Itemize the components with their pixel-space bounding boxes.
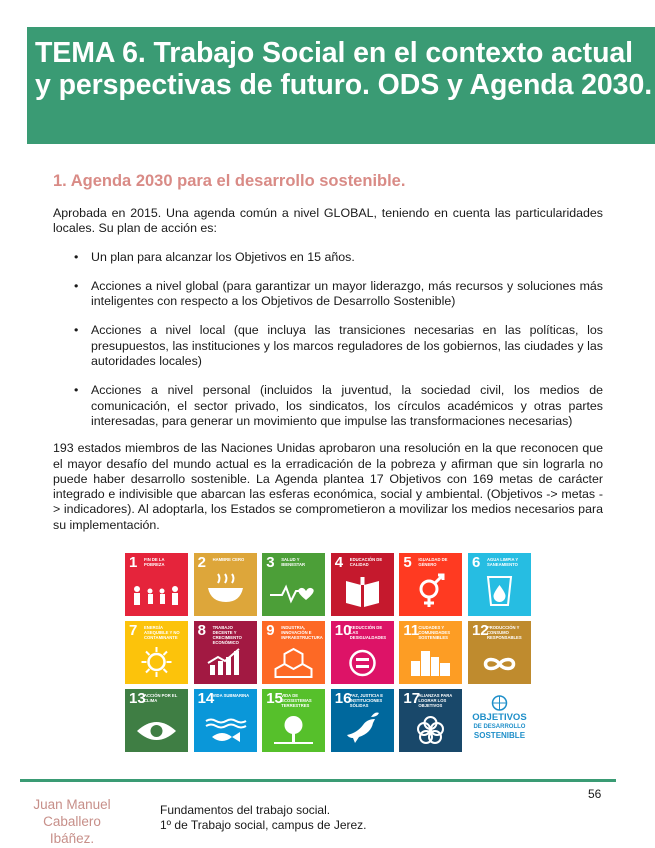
sdg-number: 12	[471, 622, 489, 639]
eye-globe-icon	[125, 689, 188, 752]
sdg-tile-14	[194, 689, 257, 752]
list-item: • Acciones a nivel global (para garantizar un mayor liderazgo, más recursos y soluciones más inteligentes con respecto a los Objetivos de Desarrollo Sostenible)	[91, 279, 603, 310]
sdg-number: 13	[129, 690, 146, 707]
sun-icon	[125, 621, 188, 684]
tree-icon	[262, 689, 325, 752]
list-item: • Acciones a nivel local (que incluya las transiciones necesarias en las políticas, los presupuestos, las instituciones y los marcos reguladores de los gobiernos, las ciudades y las autoridades locales)	[91, 323, 603, 369]
sdg-number: 14	[197, 690, 215, 707]
sdg-number: 15	[266, 690, 283, 707]
sdg-number: 9	[266, 622, 275, 639]
sdg-logo-line1: OBJETIVOS	[472, 712, 527, 723]
city-icon	[399, 621, 462, 684]
section-title: 1. Agenda 2030 para el desarrollo sostenible.	[53, 172, 406, 190]
chapter-title: TEMA 6. Trabajo Social en el contexto actual y perspectivas de futuro. ODS y Agenda 2030.	[35, 37, 653, 101]
sdg-label: VIDA SUBMARINA	[212, 693, 250, 698]
list-item: • Acciones a nivel personal (incluidos la juventud, la sociedad civil, los medios de comunicación, el sector privado, los sindicatos, los círculos académicos y otras partes interesadas, para generar un movimiento que impulse las transformaciones necesarias)	[91, 383, 603, 429]
sdg-tile-6	[468, 553, 531, 616]
footer-divider	[20, 779, 616, 782]
growth-chart-icon	[194, 621, 257, 684]
sdg-logo-text	[468, 713, 531, 740]
equals-icon	[331, 621, 394, 684]
sdg-logo-tile	[468, 689, 531, 752]
author-line: Ibáñez.	[49, 831, 95, 846]
sdg-number: 4	[334, 554, 344, 571]
water-drop-icon	[468, 553, 531, 616]
fish-icon	[194, 689, 257, 752]
sdg-label: EDUCACIÓN DE CALIDAD	[349, 557, 383, 567]
book-icon	[331, 553, 394, 616]
gender-icon	[399, 553, 462, 616]
sdg-number: 2	[197, 554, 206, 571]
sdg-tile-11	[399, 621, 462, 684]
sdg-tile-2	[194, 553, 257, 616]
sdg-number: 17	[403, 690, 421, 707]
sdg-tile-15	[262, 689, 325, 752]
sdg-tile-3	[262, 553, 325, 616]
sdg-logo-line2: DE DESARROLLO	[473, 724, 526, 730]
sdg-tile-7	[125, 621, 188, 684]
family-icon	[125, 553, 188, 616]
action-plan-list	[53, 250, 603, 430]
cubes-icon	[262, 621, 325, 684]
sdg-label: SALUD Y BIENESTAR	[281, 557, 306, 567]
sdg-number: 16	[334, 690, 352, 707]
heartbeat-icon	[262, 553, 325, 616]
author-line: Caballero	[43, 814, 101, 829]
course-line: 1º de Trabajo social, campus de Jerez.	[160, 818, 367, 832]
sdg-label: PAZ, JUSTICIA E INSTITUCIONES SÓLIDAS	[349, 693, 384, 708]
course-info	[160, 803, 367, 833]
list-item: • Un plan para alcanzar los Objetivos en 15 años.	[91, 250, 603, 265]
sdg-number: 6	[471, 554, 481, 571]
sdg-label: PRODUCCIÓN Y CONSUMO RESPONSABLES	[486, 625, 522, 640]
sdg-number: 8	[197, 622, 206, 639]
sdg-label: FIN DE LA POBREZA	[144, 557, 165, 567]
page-number: 56	[588, 787, 602, 801]
sdg-label: ALIANZAS PARA LOGRAR LOS OBJETIVOS	[418, 693, 453, 708]
dove-icon	[331, 689, 394, 752]
intro-paragraph: Aprobada en 2015. Una agenda común a nivel GLOBAL, teniendo en cuenta las particularidades locales. Su plan de acción es:	[53, 206, 603, 236]
sdg-number: 7	[129, 622, 138, 639]
sdg-label: REDUCCIÓN DE LAS DESIGUALDADES	[349, 625, 387, 640]
course-line: Fundamentos del trabajo social.	[160, 803, 331, 817]
sdg-number: 3	[266, 554, 275, 571]
sdg-tile-17	[399, 689, 462, 752]
sdg-label: ENERGÍA ASEQUIBLE Y NO CONTAMINANTE	[144, 625, 180, 640]
sdg-number: 5	[403, 554, 412, 571]
sdg-tile-9	[262, 621, 325, 684]
sdg-label: TRABAJO DECENTE Y CRECIMIENTO ECONÓMICO	[212, 625, 242, 645]
rings-icon	[399, 689, 462, 752]
sdg-label: HAMBRE CERO	[212, 557, 245, 562]
chapter-header	[27, 27, 655, 144]
sdg-tile-16	[331, 689, 394, 752]
sdg-label: CIUDADES Y COMUNIDADES SOSTENIBLES	[418, 625, 451, 640]
infinity-icon	[468, 621, 531, 684]
sdg-logo-line3: SOSTENIBLE	[473, 731, 526, 740]
sdg-tile-1	[125, 553, 188, 616]
sdg-number: 11	[403, 622, 420, 639]
sdg-tile-4	[331, 553, 394, 616]
sdg-number: 10	[334, 622, 352, 639]
un-resolution-paragraph: 193 estados miembros de las Naciones Unidas aprobaron una resolución en la que reconocen que el mayor desafío del mundo actual es la erradicación de la pobreza y afirman que sin lograrla no puede haber desarrollo sostenible. La Agenda plantea 17 Objetivos con 169 metas de carácter integrado e indivisible que abarcan las esferas económica, social y ambiental. (Objetivos -> metas -> indicadores). Al adoptarla, los Estados se comprometieron a movilizar los medios necesarios para su implementación.	[53, 441, 603, 532]
sdg-label: AGUA LIMPIA Y SANEAMIENTO	[486, 557, 519, 567]
sdg-label: VIDA DE ECOSISTEMAS TERRESTRES	[281, 693, 312, 708]
sdg-tile-5	[399, 553, 462, 616]
sdg-label: IGUALDAD DE GÉNERO	[418, 557, 448, 567]
sdg-label: ACCIÓN POR EL CLIMA	[144, 693, 178, 703]
author-line: Juan Manuel	[33, 797, 111, 812]
sdg-label: INDUSTRIA, INNOVACIÓN E INFRAESTRUCTURA	[281, 625, 323, 640]
body-content	[53, 206, 603, 533]
sdg-number: 1	[129, 554, 138, 571]
sdg-tile-8	[194, 621, 257, 684]
sdg-tile-13	[125, 689, 188, 752]
sdg-tile-12	[468, 621, 531, 684]
sdg-tile-10	[331, 621, 394, 684]
author-name	[22, 796, 122, 847]
sdg-goals-grid	[125, 553, 531, 752]
bowl-icon	[194, 553, 257, 616]
